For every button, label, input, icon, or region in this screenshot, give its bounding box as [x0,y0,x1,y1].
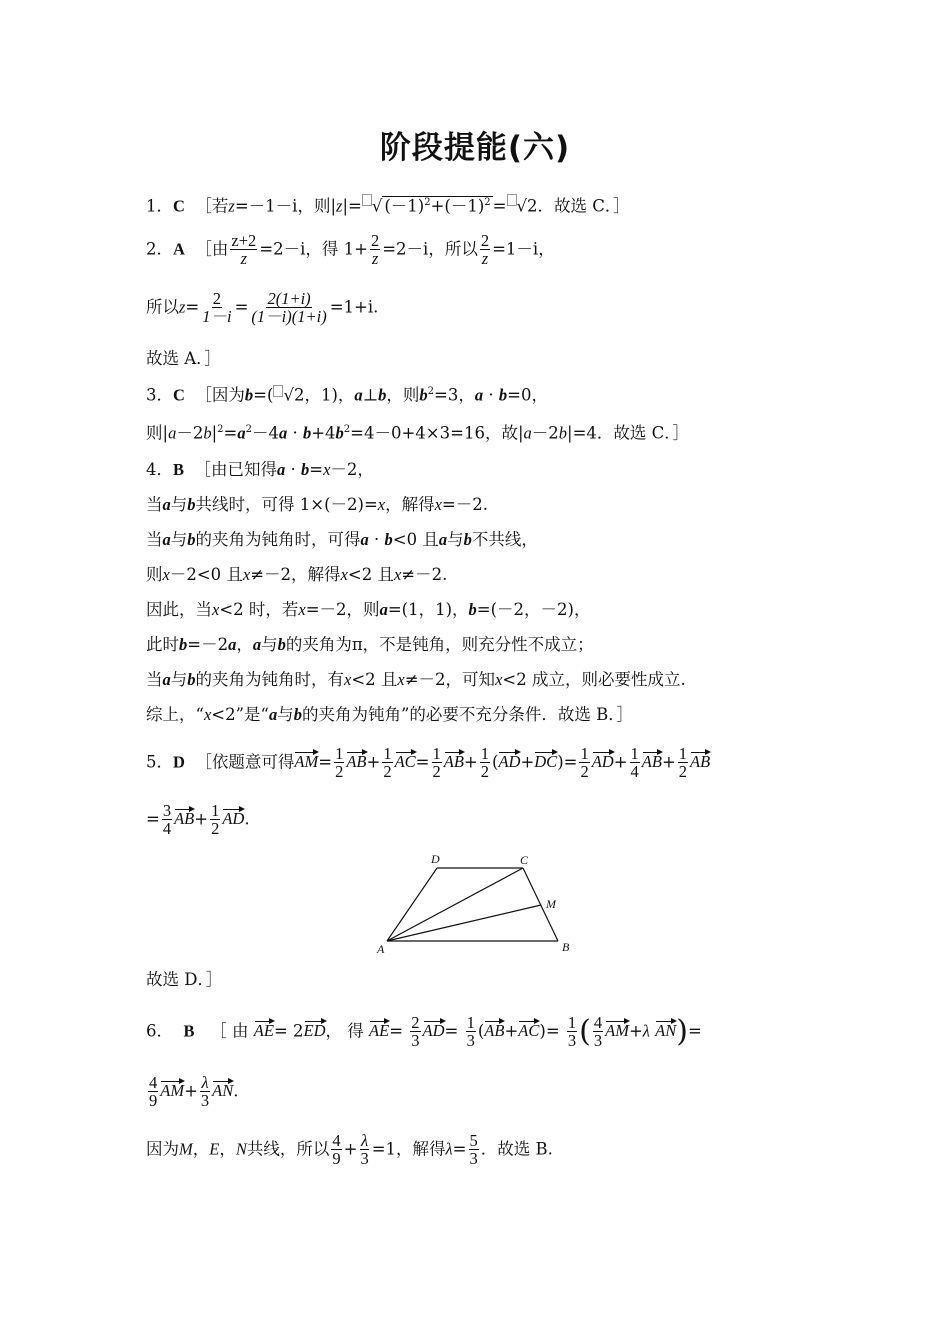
text: = [234,297,249,317]
vector: AM [160,1081,185,1101]
label-c: C [520,853,529,867]
vector: AB [484,1021,505,1041]
answer-2-line-2 [146,290,378,326]
answer-5-line-2: = $\frac{3}{4}$ AB+ $\frac{1}{2}$ AD. [146,801,250,839]
vector: AD [591,752,614,772]
fraction: $\frac{2(1+i)}{(1-i)(1+i)}$ [251,289,327,327]
fraction: $\frac{4}{9}$ [149,1073,158,1111]
label-d: D [431,852,440,866]
placeholder-box-icon [507,194,517,206]
text: ［若 [195,196,229,216]
fraction: $\frac{5}{3}$ [469,1131,478,1169]
vector: AB [346,752,367,772]
vector: AB [690,752,711,772]
fraction: $\frac{4}{3}$ [593,1013,603,1051]
answer-5-conclusion: 故选 D．］ [146,970,223,989]
fraction: $\frac{1}{2}$ [480,744,489,782]
vector: AC [518,1021,540,1041]
answer-3: 3．C ［因为b=( √2，1)，a⊥b，则$b^2=3$，a · b=0， [146,385,548,405]
fraction: $\frac{1}{2}$ [383,744,392,782]
edge-ad [387,868,437,941]
item-number: 5． [146,752,173,772]
vector: AB [174,809,195,829]
var: z [336,196,343,216]
fraction: $\frac{2}{1-i}$ [202,289,232,327]
exponent: 2 [424,197,431,208]
answer-3-line-2: 则$|a-2b|^2=a^2-4a \cdot b+4b^2=4-0+4\times 3=16$，故|a－2b|=4．故选 C．］ [146,423,690,443]
answer-letter: B [183,1021,195,1041]
vector: DC [534,752,558,772]
fraction: $\frac{3}{4}$ [162,801,172,839]
vector: AM [294,752,319,772]
label-a: A [377,942,385,956]
page-title: 阶段提能(六) [379,130,571,166]
segment-am [387,905,541,941]
answer-4-line-3: 当a与b的夹角为钝角时，可得a · b<0 且a与b不共线， [146,530,538,549]
text: =1+i. [329,297,379,317]
answer-4-line-5: 因此，当x<2 时，若x=－2，则a=(1，1)，b=(－2，－2)， [146,600,591,619]
text: ［因为 [195,385,245,405]
fraction: $\frac{1}{3}$ [466,1013,475,1051]
fraction: $\frac{2}{z}$ [370,231,380,269]
label-m: M [546,897,556,911]
text: = [185,297,200,317]
text: =2－i，所以 [382,239,478,259]
fraction: $\frac{z+2}{z}$ [231,231,257,269]
radical [382,196,492,215]
answer-4-conclusion: 综上，“x<2”是“a与b的夹角为钝角”的必要不充分条件．故选 B．］ [146,705,634,724]
text: =－1－i，则| [234,196,337,216]
fraction: $\frac{\lambda}{3}$ [360,1131,369,1169]
answer-letter: C [173,196,185,216]
vector: AB [443,752,464,772]
vector: AD [222,809,245,829]
placeholder-box-icon [362,194,372,206]
text: = [492,196,507,216]
fraction: $\frac{1}{4}$ [630,744,639,782]
answer-2 [146,232,555,268]
vector: AE [253,1021,274,1041]
label-b: B [562,940,570,954]
fraction: $\frac{1}{2}$ [432,744,441,782]
fraction: $\frac{1}{3}$ [567,1013,577,1051]
vector: AD [422,1021,445,1041]
fraction: $\frac{1}{2}$ [678,744,688,782]
answer-5: 5．D ［依题意可得AM= $\frac{1}{2}$ AB+ $\frac{1}{2}$ AC= $\frac{1}{2}$ AB+ $\frac{1}{2}$ (AD+DC)= $\frac{1}{2}$ AD+ $\frac{1}{4}$ AB+ $\frac{1}{2}$ AB [146,744,711,782]
vector: AD [498,752,521,772]
fraction: $\frac{1}{2}$ [211,801,220,839]
answer-1: 1．C ［若z=－1－i，则|z|= √ $(-1)^2+(-1)^2 = √2$．故选 C．］ [146,196,630,215]
vector: AC [394,752,416,772]
text: 所以 [146,297,179,317]
fraction: $\frac{1}{2}$ [580,744,589,782]
item-number: 2． [146,239,173,259]
vector: AN [212,1081,234,1101]
text: =1－i， [492,239,555,259]
answer-letter: A [173,239,185,259]
answer-letter: B [173,460,185,479]
fraction: $\frac{2}{3}$ [411,1013,420,1051]
answer-letter: D [173,752,185,772]
vector: ED [303,1021,326,1041]
answer-6-line-2: $\frac{4}{9}$ AM+ $\frac{\lambda}{3}$ AN. [149,1073,239,1111]
vector: AN [655,1021,677,1041]
item-number: 3． [146,385,173,405]
text: =2－i，得 1+ [259,239,368,259]
var: z [179,297,186,317]
answer-6: 6． B ［ 由 AE= 2ED， 得 AE= $\frac{2}{3}$ AD= $\frac{1}{3}$ (AB+AC)= $\frac{1}{3}$ ( $\frac{4}{3}$ AM+λ AN)= [146,1013,702,1051]
text: |= [342,196,362,216]
item-number: 6． [146,1021,173,1041]
text: (－1) [384,196,425,216]
answer-4-line-2: 当a与b共线时，可得 1×(－2)=x，解得x=－2. [146,495,488,514]
answer-6-conclusion: 因为M，E，N共线，所以 $\frac{4}{9}$ + $\frac{\lambda}{3}$ =1，解得λ= $\frac{5}{3}$ ．故选 B. [146,1131,553,1169]
text: 2．故选 C．］ [527,196,630,216]
text: +(－1) [430,196,485,216]
var: z [228,196,235,216]
fraction: $\frac{4}{9}$ [332,1131,341,1169]
answer-4-line-4: 则x－2<0 且x≠－2，解得x<2 且x≠－2. [146,565,448,584]
item-number: 4． [146,460,173,479]
placeholder-box-icon [273,385,283,397]
text: ［由 [195,239,229,259]
fraction: $\frac{\lambda}{3}$ [200,1073,210,1111]
diagonal-ac [387,868,523,941]
item-number: 1． [146,196,173,216]
answer-4: 4．B ［由已知得a · b=x－2， [146,460,374,479]
answer-4-line-7: 当a与b的夹角为钝角时，有x<2 且x≠－2，可知x<2 成立，则必要性成立. [146,670,686,689]
vector: AB [641,752,662,772]
answer-2-conclusion: 故选 A．］ [146,349,221,368]
answer-4-line-6: 此时b=－2a，a与b的夹角为π，不是钝角，则充分性不成立； [146,635,594,654]
vector: AE [369,1021,390,1041]
exponent: 2 [484,197,491,208]
trapezoid-figure [375,848,575,958]
vector: AM [605,1021,629,1041]
fraction: $\frac{2}{z}$ [480,231,490,269]
answer-letter: C [173,385,185,405]
fraction: $\frac{1}{2}$ [335,744,344,782]
